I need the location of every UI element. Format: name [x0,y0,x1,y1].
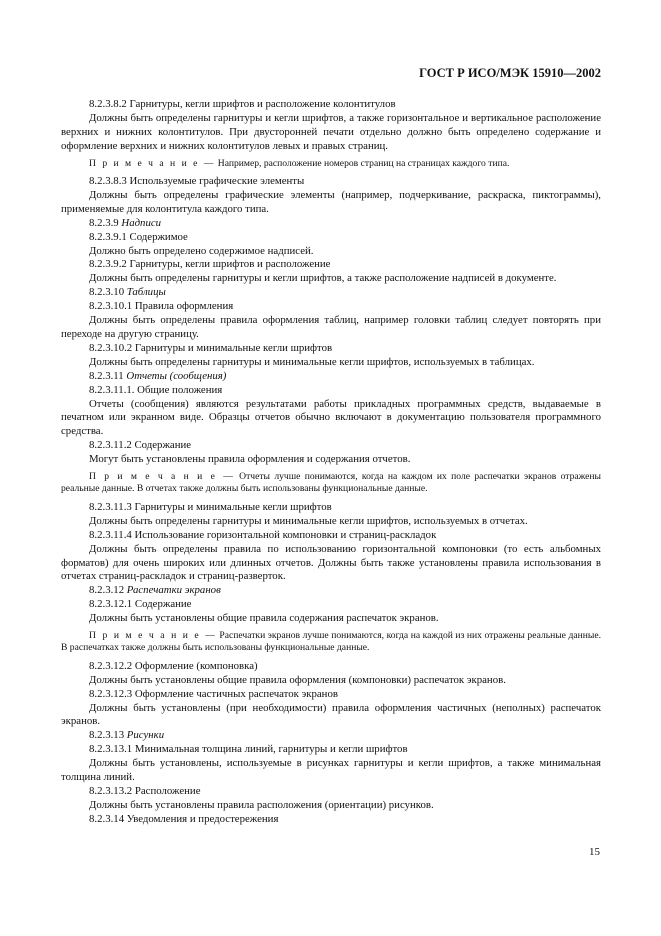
document-body [61,98,601,827]
body-paragraph: Должны быть установлены общие правила содержания распечаток экранов. [89,612,439,625]
note-text: Распечатки экранов лучше понимаются, когда на каждой из них отражены реальные данные. В распечатках также должны быть использованы функциональные данные. [61,630,601,654]
body-paragraph: 8.2.3.14 Уведомления и предостережения [89,812,279,825]
body-paragraph: 8.2.3.11.1. Общие положения [89,383,223,396]
section-heading [61,584,601,598]
body-paragraph: 8.2.3.12.1 Содержание [89,598,192,611]
body-paragraph: 8.2.3.13.1 Минимальная толщина линий, гарнитуры и кегли шрифтов [89,743,408,756]
body-paragraph: Отчеты (сообщения) являются результатами работы прикладных программных средств, выдаваемые в печатном или экранном виде. Образцы отчетов обычно включают в документацию пользователя программного средства. [61,397,601,438]
note-text: Например, расположение номеров страниц на страницах каждого типа. [215,157,510,169]
body-paragraph: 8.2.3.10.1 Правила оформления [89,300,234,313]
body-paragraph: 8.2.3.11.3 Гарнитуры и минимальные кегли шрифтов [89,500,332,513]
section-title: Отчеты (сообщения) [126,369,227,382]
section-number: 8.2.3.11 [89,369,127,382]
section-number: 8.2.3.10 [89,286,127,299]
section-title: Распечатки экранов [126,584,221,597]
body-paragraph: 8.2.3.12.3 Оформление частичных распечаток экранов [89,687,338,700]
body-paragraph: Должны быть определены правила по использованию горизонтальной компоновки (то есть альбомных форматов) для очень широких или длинных отчетов. Должны быть также установлены правила использования в отчетах страниц-раскладок и страниц-разверток. [61,542,601,583]
body-paragraph: 8.2.3.10.2 Гарнитуры и минимальные кегли шрифтов [89,341,333,354]
section-heading [61,217,601,231]
body-paragraph: Должны быть определены гарнитуры и минимальные кегли шрифтов, используемых в отчетах. [89,514,528,527]
note-label: П р и м е ч а н и е — [89,630,217,642]
section-number: 8.2.3.13 [89,729,127,742]
section-heading [61,286,601,300]
section-number: 8.2.3.9 [89,216,122,229]
body-paragraph: Должно быть определено содержимое надписей. [89,244,314,257]
note-paragraph [61,158,601,170]
section-title: Рисунки [126,729,165,742]
body-paragraph: Должны быть определены гарнитуры и минимальные кегли шрифтов, используемых в таблицах. [89,355,535,368]
body-paragraph: Должны быть установлены, используемые в рисунках гарнитуры и кегли шрифтов, а также минимальная толщина линий. [61,757,601,784]
body-paragraph: Могут быть установлены правила оформления и содержания отчетов. [89,453,411,466]
body-paragraph: Должны быть определены гарнитуры и кегли шрифтов, а также расположение надписей в документе. [89,272,557,285]
section-title: Таблицы [126,286,166,299]
body-paragraph: 8.2.3.9.2 Гарнитуры, кегли шрифтов и расположение [89,258,331,271]
body-paragraph: Должны быть установлены правила расположения (ориентации) рисунков. [89,798,434,811]
body-paragraph: 8.2.3.11.2 Содержание [89,439,192,452]
section-number: 8.2.3.12 [89,584,127,597]
body-paragraph: 8.2.3.12.2 Оформление (компоновка) [89,659,258,672]
body-paragraph: 8.2.3.9.1 Содержимое [89,230,188,243]
note-label: П р и м е ч а н и е — [89,157,216,169]
body-paragraph: Должны быть определены правила оформления таблиц, например головки таблиц следует повторять при переходе на другую страницу. [61,314,601,340]
note-text: Отчеты лучше понимаются, когда на каждом их поле распечатки экранов отражены реальные данные. В отчетах также должны быть использованы функциональные данные. [61,471,601,495]
page-number: 15 [589,846,600,858]
body-paragraph: Должны быть определены графические элементы (например, подчеркивание, раскраска, пиктограммы), применяемые для колонтитула каждого типа. [61,188,601,215]
section-heading [61,370,601,384]
body-paragraph: 8.2.3.8.2 Гарнитуры, кегли шрифтов и расположение колонтитулов [89,98,396,110]
section-heading [61,729,601,743]
body-paragraph: Должны быть определены гарнитуры и кегли шрифтов, а также горизонтальное и вертикальное расположение верхних и нижних колонтитулов. При двусторонней печати отдельно должно быть определено содержание и оформление верхних и нижних колонтитулов левых и правых страниц. [61,111,601,152]
section-title: Надписи [121,216,162,229]
body-paragraph: Должны быть установлены (при необходимости) правила оформления частичных (неполных) распечаток экранов. [61,701,601,728]
body-paragraph: 8.2.3.11.4 Использование горизонтальной компоновки и страниц-раскладок [89,528,437,541]
body-paragraph: 8.2.3.13.2 Расположение [89,785,201,797]
note-paragraph [61,471,601,496]
note-paragraph [61,630,601,655]
note-label: П р и м е ч а н и е — [89,471,235,483]
document-header: ГОСТ Р ИСО/МЭК 15910—2002 [419,66,601,80]
body-paragraph: 8.2.3.8.3 Используемые графические элементы [89,175,305,188]
body-paragraph: Должны быть установлены общие правила оформления (компоновки) распечаток экранов. [89,673,506,686]
